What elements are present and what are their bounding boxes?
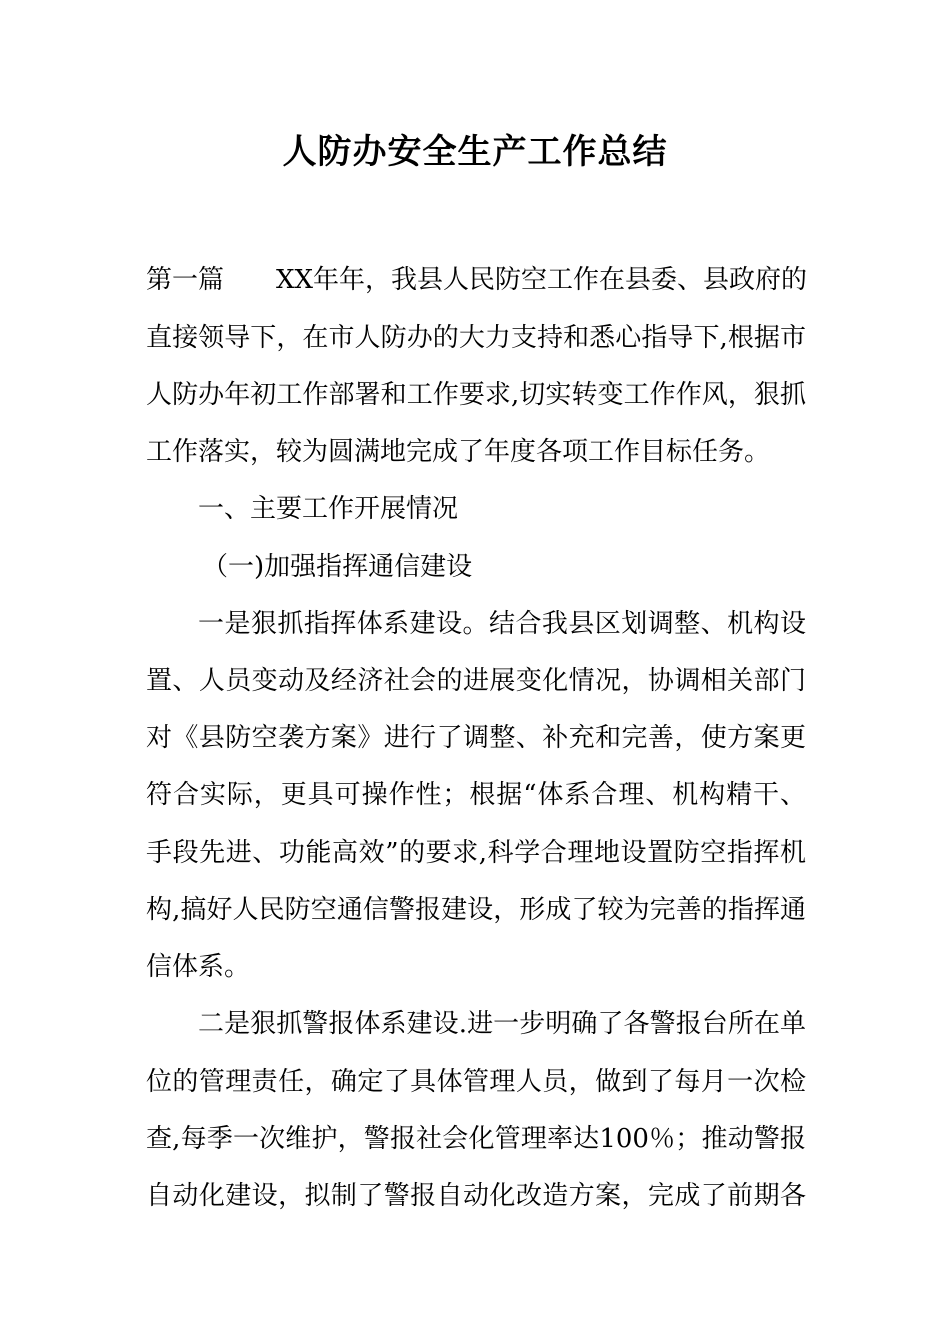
paragraph-line: 人防办年初工作部署和工作要求,切实转变工作作风，狠抓 <box>146 380 806 410</box>
paragraph-line: 置、人员变动及经济社会的进展变化情况，协调相关部门 <box>146 666 806 696</box>
paragraph-line: 对《县防空袭方案》进行了调整、补充和完善，使方案更 <box>146 723 806 753</box>
paragraph-line: 二是狠抓警报体系建设.进一步明确了各警报台所在单 <box>198 1009 806 1039</box>
document-title: 人防办安全生产工作总结 <box>282 132 668 172</box>
paragraph-line: 查,每季一次维护，警报社会化管理率达100％；推动警报 <box>146 1124 806 1154</box>
paragraph-line <box>146 262 806 298</box>
section-label: 第一篇 <box>146 265 225 295</box>
section-heading: 一、主要工作开展情况 <box>198 494 459 524</box>
paragraph-line: 直接领导下，在市人防办的大力支持和悉心指导下,根据市 <box>146 323 806 353</box>
paragraph-line: 信体系。 <box>146 952 251 982</box>
paragraph-line: 符合实际，更具可操作性；根据“体系合理、机构精干、 <box>146 780 806 810</box>
subsection-heading: （一)加强指挥通信建设 <box>202 552 473 582</box>
paragraph-line: 自动化建设，拟制了警报自动化改造方案，完成了前期各 <box>146 1181 806 1211</box>
paragraph-line: 位的管理责任，确定了具体管理人员，做到了每月一次检 <box>146 1067 806 1097</box>
paragraph-line: 工作落实，较为圆满地完成了年度各项工作目标任务。 <box>146 437 771 467</box>
line-text: XX年年，我县人民防空工作在县委、县政府的 <box>276 265 808 295</box>
paragraph-line: 手段先进、功能高效”的要求,科学合理地设置防空指挥机 <box>146 838 806 868</box>
paragraph-line: 一是狠抓指挥体系建设。结合我县区划调整、机构设 <box>198 609 806 639</box>
paragraph-line: 构,搞好人民防空通信警报建设，形成了较为完善的指挥通 <box>146 895 806 925</box>
